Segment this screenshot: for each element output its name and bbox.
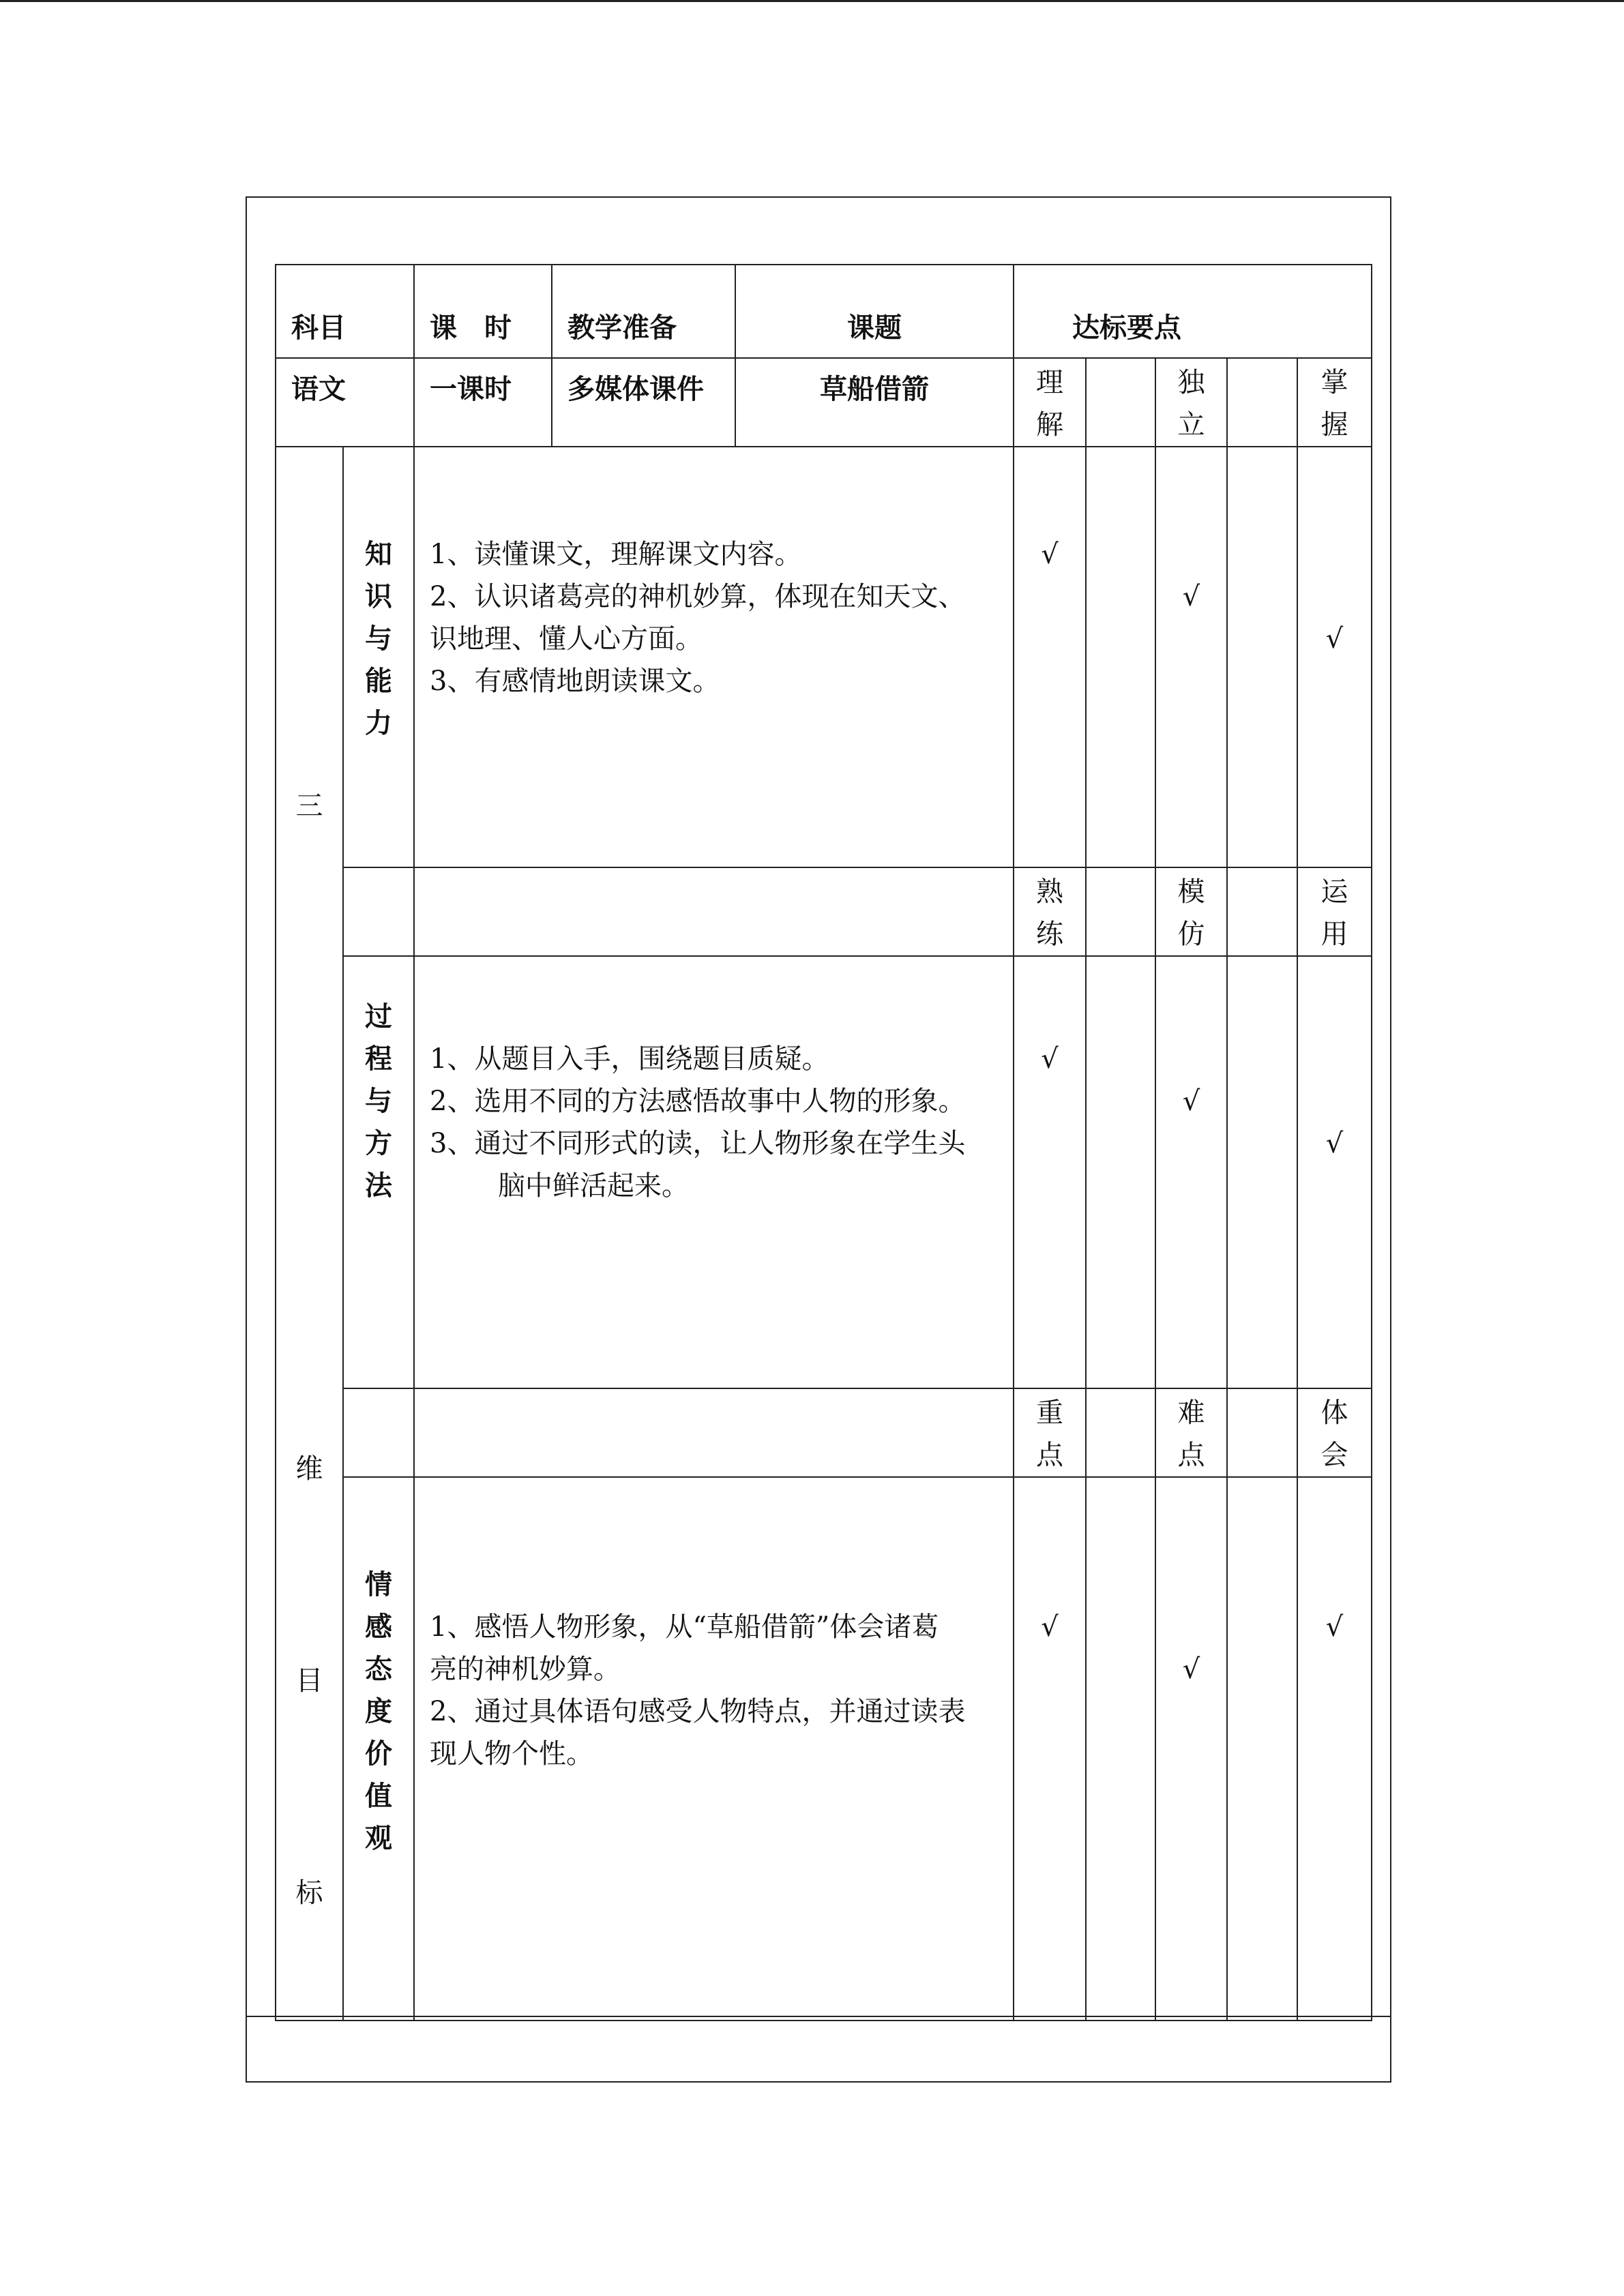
check-independent: √ bbox=[1155, 447, 1227, 867]
knowledge-title: 知 识 与 能 力 bbox=[343, 447, 414, 867]
three-dim-char: 目 bbox=[295, 1665, 323, 1697]
empty-cell bbox=[414, 1388, 1014, 1477]
process-row bbox=[276, 956, 1372, 1388]
emotion-row bbox=[276, 1477, 1372, 2021]
process-items bbox=[414, 956, 1014, 1388]
empty-cell bbox=[1227, 956, 1297, 1388]
process-title: 过 程 与 方 法 bbox=[343, 956, 414, 1388]
header-row bbox=[276, 265, 1372, 358]
empty-cell bbox=[1086, 1388, 1155, 1477]
list-item: 1、读懂课文，理解课文内容。 bbox=[430, 539, 802, 570]
empty-cell bbox=[414, 867, 1014, 956]
check-key-point: √ bbox=[1014, 1477, 1086, 2021]
knowledge-row bbox=[276, 447, 1372, 867]
check-experience: √ bbox=[1297, 1477, 1372, 2021]
level-understand: 理 解 bbox=[1014, 358, 1086, 447]
level-independent: 独 立 bbox=[1155, 358, 1227, 447]
check-master: √ bbox=[1297, 447, 1372, 867]
info-row bbox=[276, 358, 1372, 447]
empty-cell bbox=[1086, 447, 1155, 867]
empty-cell bbox=[1227, 358, 1297, 447]
subject-value: 语文 bbox=[276, 358, 414, 447]
emotion-level-row bbox=[276, 1388, 1372, 1477]
empty-cell bbox=[1086, 956, 1155, 1388]
three-dim-char: 三 bbox=[295, 790, 323, 822]
list-item: 2、认识诸葛亮的神机妙算，体现在知天文、 bbox=[430, 581, 966, 612]
empty-cell bbox=[1227, 447, 1297, 867]
goal-header: 达标要点 bbox=[1014, 265, 1372, 358]
list-item: 现人物个性。 bbox=[430, 1738, 593, 1770]
empty-cell bbox=[1227, 867, 1297, 956]
topic-value: 草船借箭 bbox=[735, 358, 1014, 447]
subject-header: 科目 bbox=[276, 265, 414, 358]
list-item: 3、有感情地朗读课文。 bbox=[430, 666, 720, 697]
level-imitate: 模 仿 bbox=[1155, 867, 1227, 956]
three-dim-char: 标 bbox=[295, 1877, 323, 1909]
level-experience: 体 会 bbox=[1297, 1388, 1372, 1477]
emotion-title: 情 感 态 度 价 值 观 bbox=[343, 1477, 414, 2021]
empty-cell bbox=[1227, 1388, 1297, 1477]
emotion-items bbox=[414, 1477, 1014, 2021]
empty-cell bbox=[1086, 358, 1155, 447]
check-imitate: √ bbox=[1155, 956, 1227, 1388]
empty-cell bbox=[343, 1388, 414, 1477]
level-difficult-point: 难 点 bbox=[1155, 1388, 1227, 1477]
empty-cell bbox=[343, 867, 414, 956]
topic-header: 课题 bbox=[735, 265, 1014, 358]
page-top-rule bbox=[0, 0, 1624, 2]
list-item: 亮的神机妙算。 bbox=[430, 1654, 621, 1685]
check-understand: √ bbox=[1014, 447, 1086, 867]
list-item: 1、从题目入手，围绕题目质疑。 bbox=[430, 1043, 829, 1075]
list-item: 脑中鲜活起来。 bbox=[498, 1170, 689, 1202]
list-item: 3、通过不同形式的读，让人物形象在学生头 bbox=[430, 1128, 966, 1159]
level-key-point: 重 点 bbox=[1014, 1388, 1086, 1477]
level-apply: 运 用 bbox=[1297, 867, 1372, 956]
level-skilled: 熟 练 bbox=[1014, 867, 1086, 956]
check-apply: √ bbox=[1297, 956, 1372, 1388]
list-item: 2、通过具体语句感受人物特点，并通过读表 bbox=[430, 1696, 966, 1727]
level-master: 掌 握 bbox=[1297, 358, 1372, 447]
list-item: 识地理、懂人心方面。 bbox=[430, 623, 703, 655]
empty-cell bbox=[1227, 1477, 1297, 2021]
period-header: 课 时 bbox=[414, 265, 552, 358]
process-level-row bbox=[276, 867, 1372, 956]
prep-header: 教学准备 bbox=[552, 265, 735, 358]
three-dim-char: 维 bbox=[295, 1453, 323, 1485]
knowledge-items bbox=[414, 447, 1014, 867]
period-value: 一课时 bbox=[414, 358, 552, 447]
empty-cell bbox=[1086, 867, 1155, 956]
empty-cell bbox=[1086, 1477, 1155, 2021]
list-item: 2、选用不同的方法感悟故事中人物的形象。 bbox=[430, 1086, 966, 1117]
check-skilled: √ bbox=[1014, 956, 1086, 1388]
prep-value: 多媒体课件 bbox=[552, 358, 735, 447]
list-item: 1、感悟人物形象，从“草船借箭”体会诸葛 bbox=[430, 1611, 939, 1643]
check-difficult-point: √ bbox=[1155, 1477, 1227, 2021]
three-dimension-label bbox=[276, 447, 343, 2021]
lesson-plan-table bbox=[275, 264, 1372, 2021]
